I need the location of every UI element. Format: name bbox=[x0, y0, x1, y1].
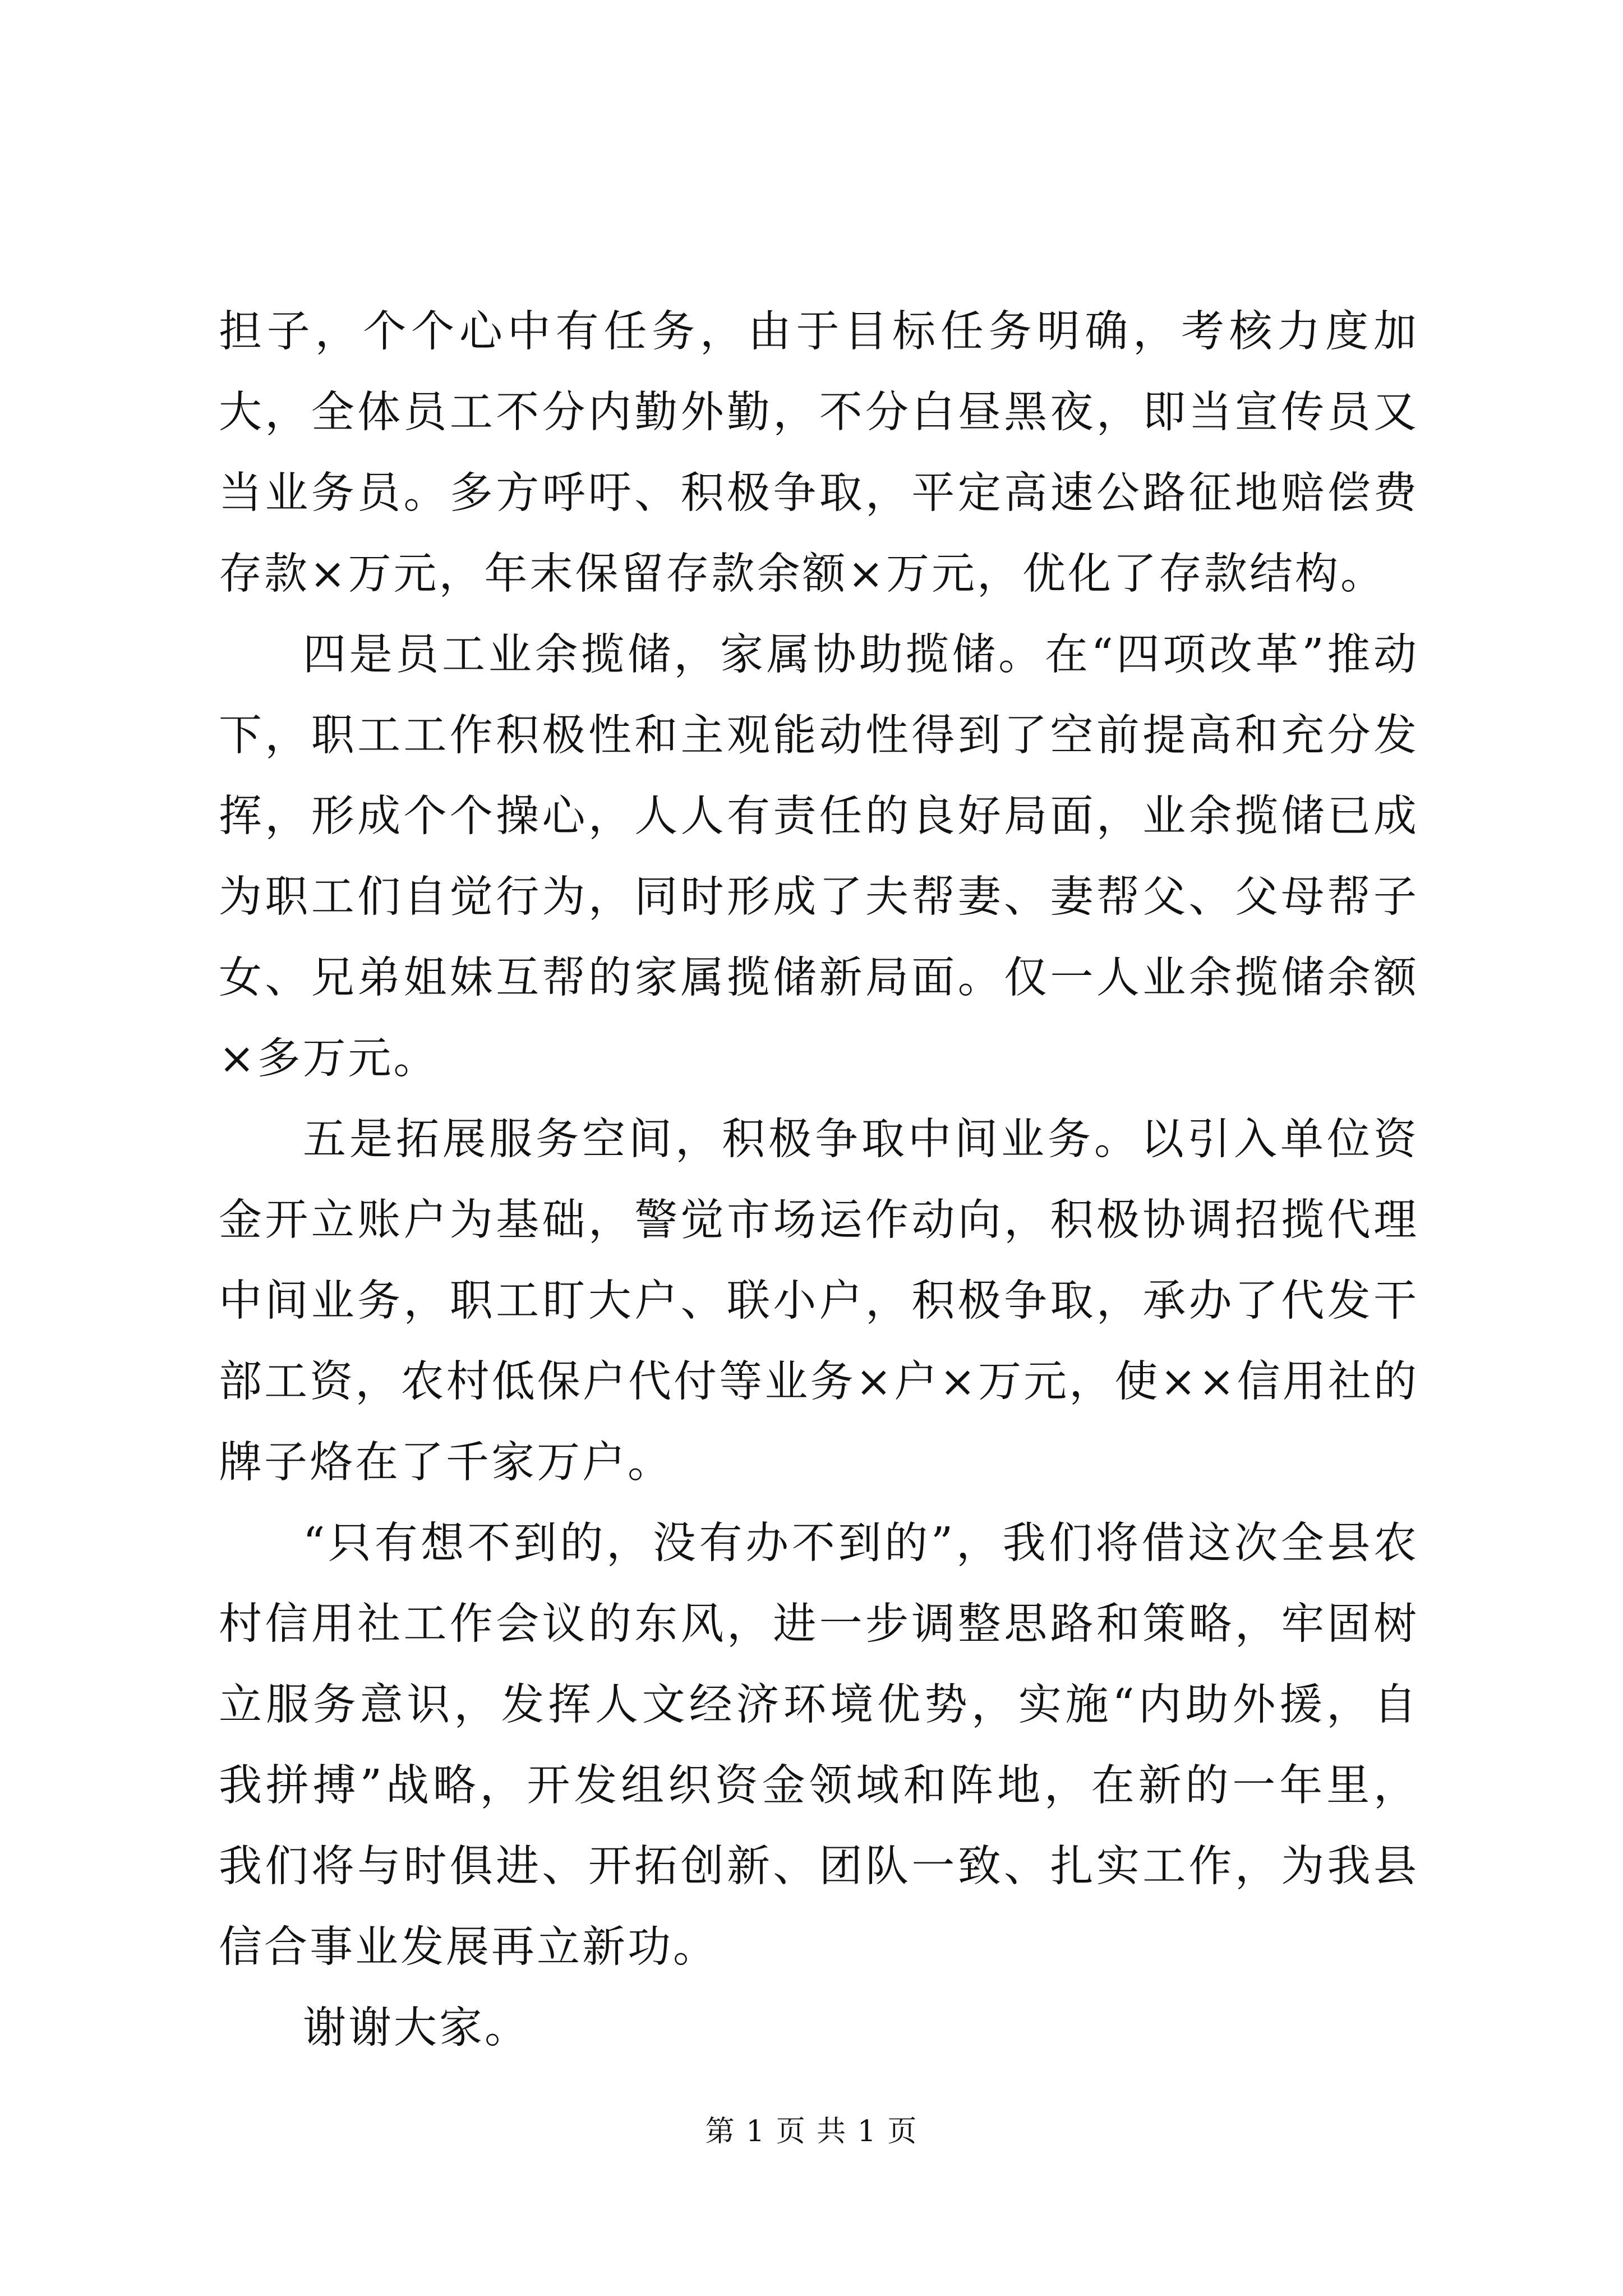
page-number: 第 1 页 共 1 页 bbox=[705, 2115, 918, 2148]
paragraph-3: 五是拓展服务空间，积极争取中间业务。以引入单位资金开立账户为基础，警觉市场运作动向，积极协调招揽代理中间业务，职工盯大户、联小户，积极争取，承办了代发干部工资，农村低保户代付等业务×户×万元，使××信用社的牌子烙在了千家万户。 bbox=[219, 1115, 1419, 1488]
paragraph-5: 谢谢大家。 bbox=[303, 2003, 530, 2053]
paragraph-2: 四是员工业余揽储，家属协助揽储。在“四项改革”推动下，职工工作积极性和主观能动性得到了空前提高和充分发挥，形成个个操心，人人有责任的良好局面，业余揽储已成为职工们自觉行为，同时形成了夫帮妻、妻帮父、父母帮子女、兄弟姐妹互帮的家属揽储新局面。仅一人业余揽储余额×多万元。 bbox=[219, 630, 1419, 1084]
paragraph-1: 担子，个个心中有任务，由于目标任务明确，考核力度加大，全体员工不分内勤外勤，不分白昼黑夜，即当宣传员又当业务员。多方呼吁、积极争取，平定高速公路征地赔偿费存款×万元，年末保留存款余额×万元，优化了存款结构。 bbox=[219, 307, 1419, 599]
page-footer bbox=[0, 2112, 1623, 2151]
paragraph-4: “只有想不到的，没有办不到的”，我们将借这次全县农村信用社工作会议的东风，进一步调整思路和策略，牢固树立服务意识，发挥人文经济环境优势，实施“内助外援，自我拼搏”战略，开发组织资金领域和阵地，在新的一年里，我们将与时俱进、开拓创新、团队一致、扎实工作，为我县信合事业发展再立新功。 bbox=[219, 1519, 1419, 1972]
document-body bbox=[219, 292, 1419, 2069]
